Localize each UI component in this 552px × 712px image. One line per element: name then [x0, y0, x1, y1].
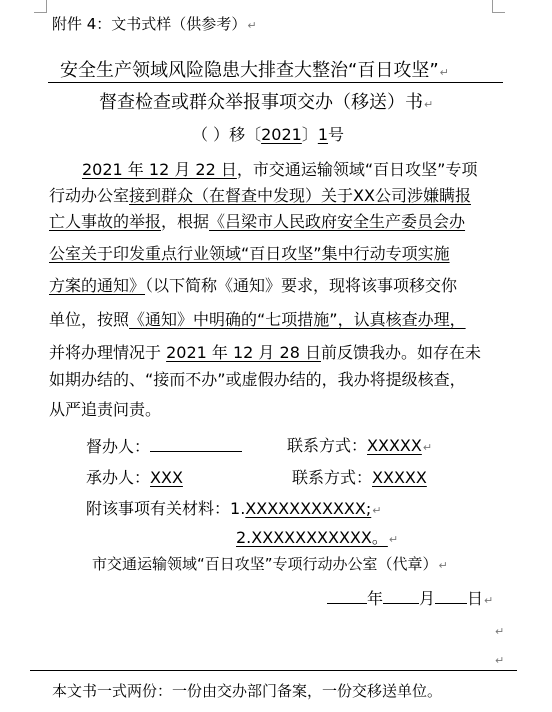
body-line-9	[49, 397, 161, 420]
paragraph-mark: ↵	[495, 625, 505, 638]
materials-field	[86, 496, 381, 519]
year-blank[interactable]	[327, 585, 367, 604]
footer-divider-line	[30, 670, 517, 671]
body-text-underlined: 公司涉嫌瞒报	[374, 186, 471, 205]
day-label: 日	[467, 589, 484, 608]
doc-no-prefix: （ ）移〔	[192, 125, 262, 144]
year-label: 年	[367, 589, 384, 608]
body-text: ，市交通运输领域“百日攻坚”专项	[236, 160, 478, 179]
crop-mark-top-right	[492, 0, 505, 13]
document-title-line2	[99, 88, 433, 114]
handler-field	[86, 465, 183, 488]
body-text: 并将办理情况于	[49, 343, 167, 362]
supervisor-label: 督办人：	[86, 437, 151, 456]
paragraph-mark: ↵	[247, 19, 257, 32]
footer-text: 本文书一式两份：一份由交办部门备案，一份交移送单位。	[52, 682, 443, 700]
body-company-placeholder: XX	[353, 186, 375, 205]
body-text: ，根据	[161, 212, 210, 231]
body-text-underlined: 《通知》中明确的“七项措施”，认真核查办理，	[129, 310, 466, 329]
body-text-underlined: 公室关于印发重点行业领域“百日攻坚”集中行动专项实施	[49, 244, 450, 263]
contact2-label: 联系方式：	[292, 468, 373, 487]
month-blank[interactable]	[383, 585, 419, 604]
body-text: 前反馈我办。如存在未	[320, 343, 481, 362]
supervisor-field	[86, 433, 242, 457]
attachment-text: 附件 4：文书式样（供参考）	[52, 15, 247, 33]
doc-no-mid: 〕	[301, 125, 318, 144]
body-date-2: 2021 年 12 月 28 日	[166, 343, 321, 362]
title-line1-text: 安全生产领域风险隐患大排查大整治“百日攻坚”	[60, 60, 439, 81]
paragraph-mark: ↵	[372, 504, 382, 517]
paragraph-mark: ↵	[495, 654, 505, 667]
body-text: 行动办公室	[49, 186, 130, 205]
body-date-1: 2021 年 12 月 22 日	[82, 160, 237, 179]
body-line-5	[49, 273, 457, 296]
signature-office-text: 市交通运输领域“百日攻坚”专项行动办公室（代章）	[92, 555, 438, 573]
material1-index: 1.	[230, 499, 246, 518]
paragraph-mark: ↵	[422, 441, 433, 454]
body-text-underlined: 亡人事故的举报	[49, 212, 162, 231]
body-line-1	[82, 157, 477, 180]
body-text: 从严追责问责。	[49, 400, 162, 419]
material2-value: 2.XXXXXXXXXXX。	[236, 528, 388, 547]
signature-office	[92, 553, 448, 574]
signature-date	[327, 585, 493, 609]
body-line-7	[49, 340, 481, 363]
material1-value: XXXXXXXXXXX;	[245, 499, 372, 518]
contact1-label: 联系方式：	[287, 436, 368, 455]
body-text: （以下简称《通知》要求，现将该事项移交你	[145, 276, 458, 295]
attachment-label	[52, 13, 257, 34]
contact1-value: XXXXX	[367, 436, 422, 455]
body-text-underlined: 接到群众（在督查中发现）关于	[129, 186, 354, 205]
title-line2-text: 督查检查或群众举报事项交办（移送）书	[99, 92, 423, 113]
document-number	[192, 122, 344, 145]
month-label: 月	[419, 589, 436, 608]
handler-label: 承办人：	[86, 468, 151, 487]
body-line-6	[49, 307, 466, 330]
body-text-underlined: 《吕梁市人民政府安全生产委员会办	[209, 212, 466, 231]
contact2-value: XXXXX	[372, 468, 427, 487]
footer-note	[52, 680, 442, 701]
contact1-field	[287, 433, 432, 456]
document-title-line1	[60, 56, 449, 82]
paragraph-mark: ↵	[388, 533, 399, 546]
contact2-field	[292, 465, 427, 488]
day-blank[interactable]	[435, 585, 467, 604]
body-text: 如期办结的、“接而不办”或虚假办结的，我办将提级核查，	[49, 370, 466, 389]
body-text-underlined: 方案的通知》	[49, 276, 146, 295]
body-line-8	[49, 367, 466, 390]
body-text: 单位，按照	[49, 310, 130, 329]
doc-no-num: 1	[317, 125, 329, 144]
materials-label: 附该事项有关材料：	[86, 499, 231, 518]
body-line-4	[49, 241, 450, 264]
body-line-3	[49, 209, 465, 232]
paragraph-mark: ↵	[424, 98, 434, 111]
doc-no-suffix: 号	[328, 125, 345, 144]
paragraph-mark: ↵	[438, 559, 448, 572]
crop-mark-top-left	[34, 0, 47, 13]
doc-no-year: 2021	[261, 125, 302, 144]
title-divider-line	[48, 82, 503, 83]
supervisor-blank[interactable]	[150, 433, 242, 452]
body-line-2	[49, 183, 471, 206]
paragraph-mark: ↵	[484, 594, 494, 607]
paragraph-mark: ↵	[439, 66, 449, 79]
material2-line	[236, 525, 398, 548]
handler-value: XXX	[150, 468, 183, 487]
